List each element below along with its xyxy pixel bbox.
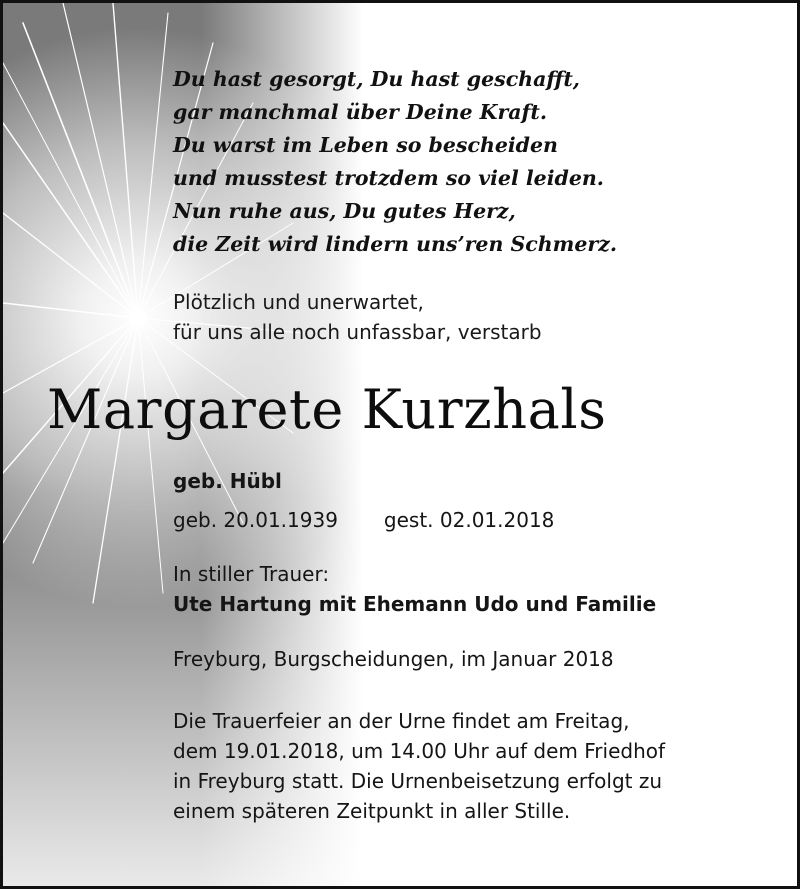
ceremony-info xyxy=(173,706,665,826)
birth-date: geb. 20.01.1939 xyxy=(173,508,338,532)
mourners-block xyxy=(173,559,656,619)
poem-line: gar manchmal über Deine Kraft. xyxy=(173,100,547,124)
death-date: gest. 02.01.2018 xyxy=(383,508,555,532)
notice-content xyxy=(3,3,797,886)
ceremony-line: dem 19.01.2018, um 14.00 Uhr auf dem Friedhof xyxy=(173,739,666,763)
poem-line: und musstest trotzdem so viel leiden. xyxy=(173,166,604,190)
life-dates xyxy=(173,508,554,532)
poem-line: Du warst im Leben so bescheiden xyxy=(173,133,558,157)
place-and-date: Freyburg, Burgscheidungen, im Januar 2018 xyxy=(173,647,614,671)
announcement-intro xyxy=(173,287,542,347)
intro-line: für uns alle noch unfassbar, verstarb xyxy=(173,320,542,344)
ceremony-line: in Freyburg statt. Die Urnenbeisetzung erfolgt zu xyxy=(173,769,663,793)
ceremony-line: Die Trauerfeier an der Urne findet am Freitag, xyxy=(173,709,630,733)
poem-line: Nun ruhe aus, Du gutes Herz, xyxy=(173,199,516,223)
memorial-poem xyxy=(173,63,617,261)
ceremony-line: einem späteren Zeitpunkt in aller Stille. xyxy=(173,799,571,823)
maiden-name: geb. Hübl xyxy=(173,469,282,493)
mourning-label: In stiller Trauer: xyxy=(173,562,330,586)
mourners-names: Ute Hartung mit Ehemann Udo und Familie xyxy=(173,592,657,616)
deceased-name: Margarete Kurzhals xyxy=(47,378,607,441)
intro-line: Plötzlich und unerwartet, xyxy=(173,290,424,314)
poem-line: die Zeit wird lindern uns’ren Schmerz. xyxy=(173,232,617,256)
poem-line: Du hast gesorgt, Du hast geschafft, xyxy=(173,67,580,91)
